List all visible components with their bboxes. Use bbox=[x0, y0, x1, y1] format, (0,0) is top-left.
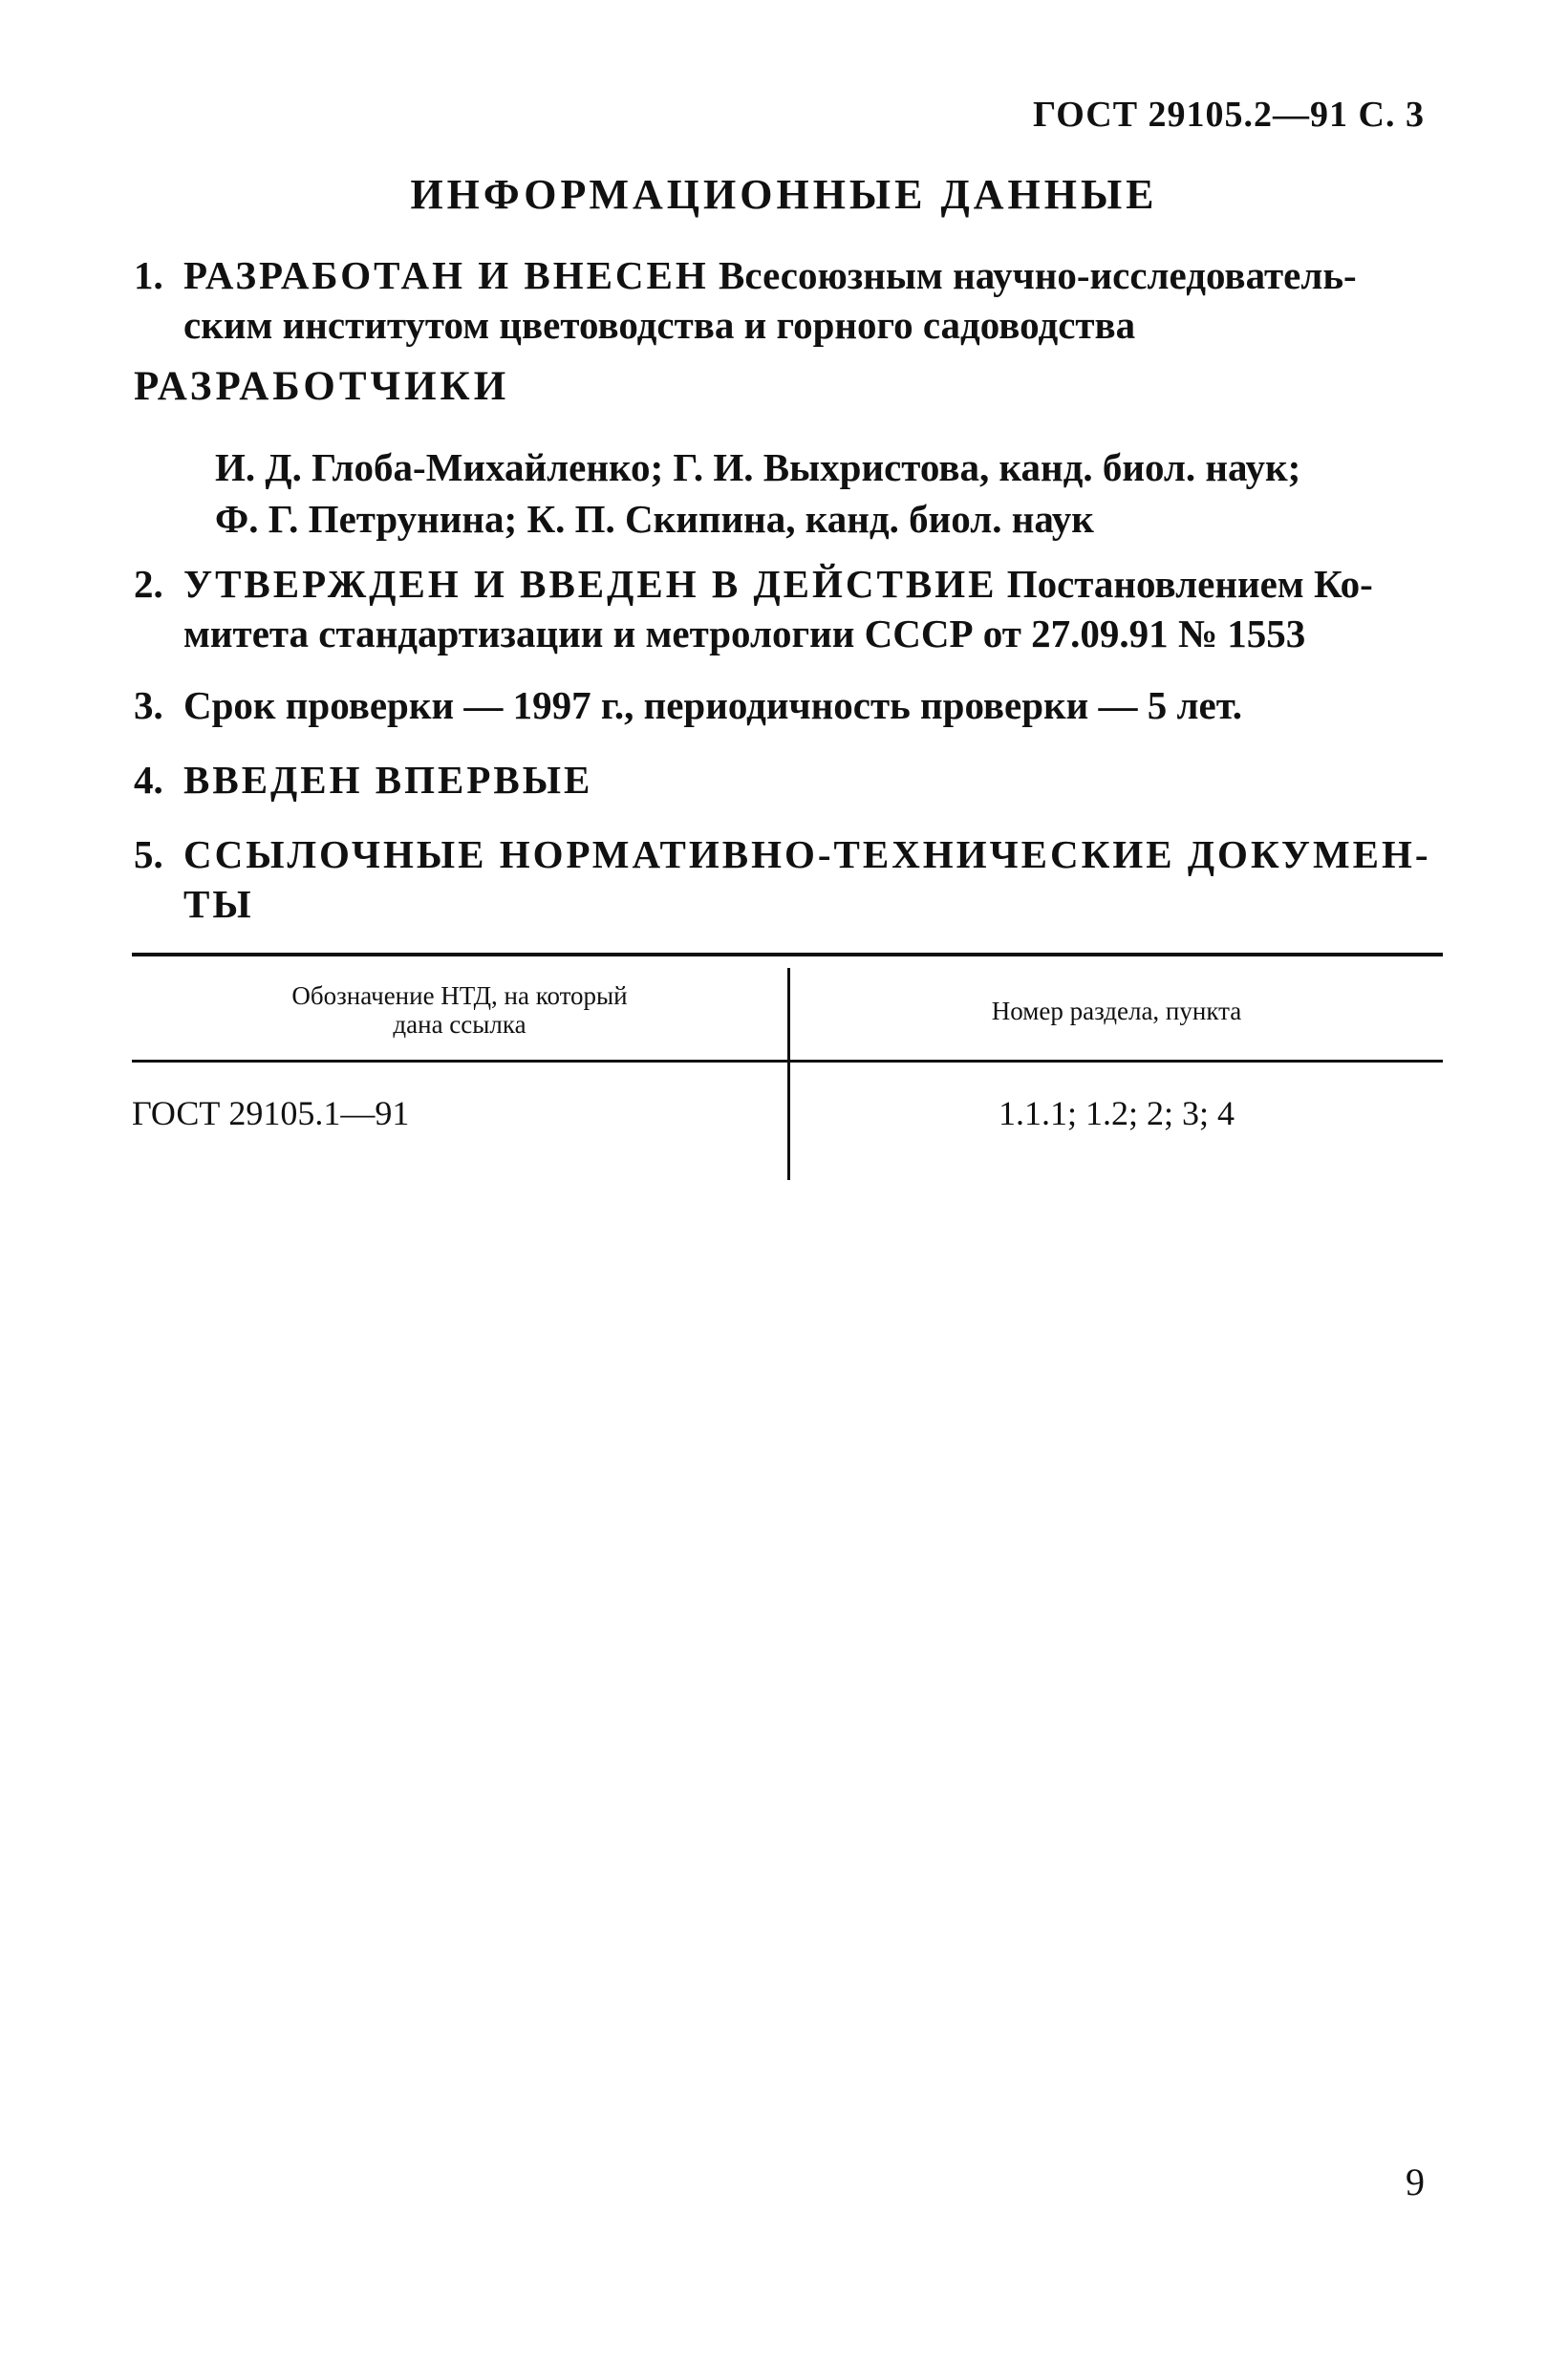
document-reference: ГОСТ 29105.2—91 С. 3 bbox=[1033, 95, 1425, 135]
table-cell-document: ГОСТ 29105.1—91 bbox=[132, 1094, 410, 1132]
info-item-4 bbox=[134, 755, 1443, 805]
item-heading: РАЗРАБОТАН И ВНЕСЕН bbox=[183, 253, 709, 297]
item-number: 2. bbox=[134, 562, 163, 606]
developers-line: Ф. Г. Петрунина; К. П. Скипина, канд. биол. наук bbox=[215, 497, 1094, 541]
table-header-sections bbox=[790, 997, 1443, 1025]
header-line: Обозначение НТД, на который bbox=[291, 981, 628, 1010]
page-title: ИНФОРМАЦИОННЫЕ ДАННЫЕ bbox=[410, 171, 1158, 218]
header-line: дана ссылка bbox=[393, 1010, 526, 1039]
item-text-continued: ским институтом цветоводства и горного садоводства bbox=[183, 303, 1136, 347]
page-number: 9 bbox=[1406, 2160, 1425, 2203]
info-item-2 bbox=[134, 559, 1443, 658]
item-heading: УТВЕРЖДЕН И ВВЕДЕН В ДЕЙСТВИЕ bbox=[183, 562, 998, 606]
item-text: Всесоюзным научно-исследователь- bbox=[719, 253, 1357, 297]
item-number: 4. bbox=[134, 758, 163, 802]
item-number: 5. bbox=[134, 832, 163, 876]
header-line: Номер раздела, пункта bbox=[991, 997, 1242, 1025]
item-text: Постановлением Ко- bbox=[1006, 562, 1373, 606]
table-header-document bbox=[132, 981, 787, 1039]
table-top-rule bbox=[132, 953, 1443, 956]
info-item-5 bbox=[134, 829, 1443, 929]
table-cell-sections: 1.1.1; 1.2; 2; 3; 4 bbox=[998, 1094, 1235, 1132]
info-item-1 bbox=[134, 250, 1443, 350]
developers-list bbox=[215, 441, 1300, 545]
item-text-continued: митета стандартизации и метрологии СССР от 27.09.91 № 1553 bbox=[183, 612, 1306, 655]
item-heading bbox=[183, 829, 1443, 929]
item-heading-line: ССЫЛОЧНЫЕ НОРМАТИВНО-ТЕХНИЧЕСКИЕ ДОКУМЕН- bbox=[183, 832, 1431, 876]
info-item-3 bbox=[134, 680, 1443, 730]
item-heading: ВВЕДЕН ВПЕРВЫЕ bbox=[183, 758, 593, 802]
item-number: 3. bbox=[134, 683, 163, 727]
item-body bbox=[183, 250, 1443, 350]
item-body bbox=[183, 559, 1443, 658]
item-text: Срок проверки — 1997 г., периодичность проверки — 5 лет. bbox=[183, 683, 1243, 727]
developers-label: РАЗРАБОТЧИКИ bbox=[134, 364, 510, 409]
table-header-rule bbox=[132, 1060, 1443, 1063]
developers-line: И. Д. Глоба-Михайленко; Г. И. Выхристова, канд. биол. наук; bbox=[215, 445, 1301, 489]
item-number: 1. bbox=[134, 253, 163, 297]
item-heading-line: ТЫ bbox=[183, 882, 254, 926]
